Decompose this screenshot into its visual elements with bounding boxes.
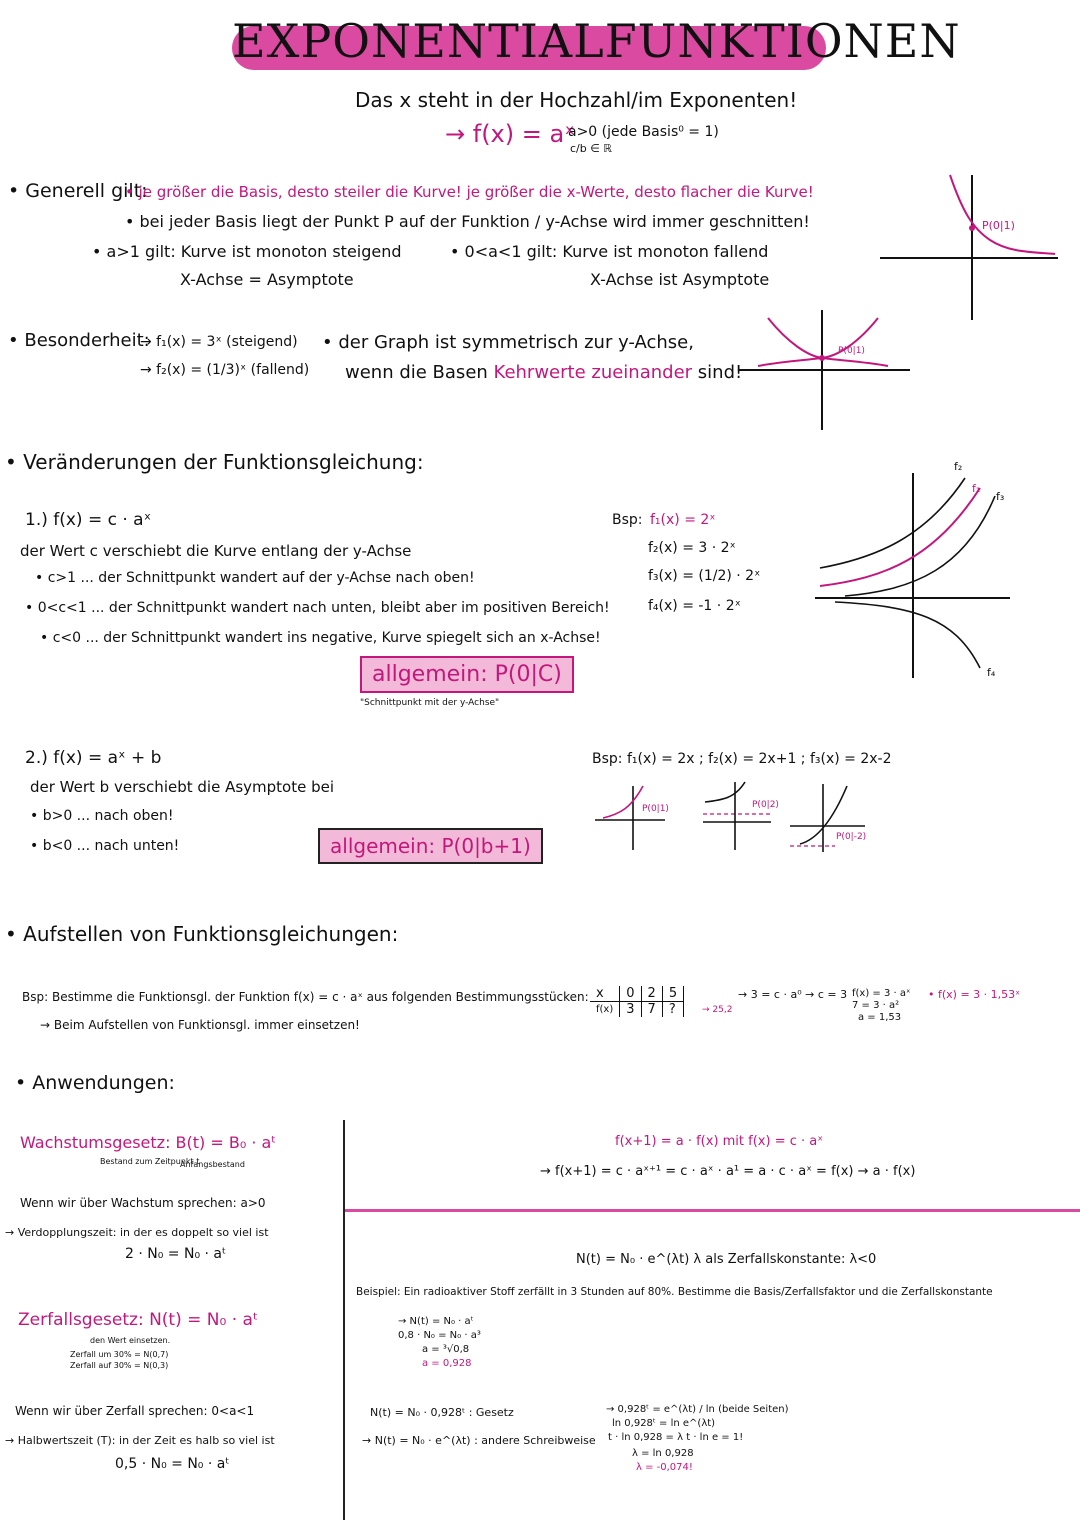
- table-cell: f(x): [590, 1002, 620, 1018]
- zerfall-sub-2: Zerfall um 30% = N(0,7): [70, 1350, 169, 1359]
- one-bsp-1: f₁(x) = 2ˣ: [650, 512, 716, 528]
- right-bottom-r1: → 0,928ᵗ = e^(λt) / ln (beide Seiten): [606, 1404, 789, 1415]
- intro-formula: → f(x) = aˣ: [445, 120, 575, 148]
- two-head: 2.) f(x) = aˣ + b: [25, 748, 162, 768]
- besonderheit-text-2: wenn die Basen Kehrwerte zueinander sind!: [345, 362, 743, 383]
- one-bsp-label: Bsp:: [612, 512, 643, 528]
- one-head: 1.) f(x) = c · aˣ: [25, 510, 152, 530]
- besonderheit-f2: → f₂(x) = (1/3)ˣ (fallend): [140, 362, 310, 378]
- table-row: [590, 1002, 684, 1018]
- two-general-box: allgemein: P(0|b+1): [318, 828, 543, 864]
- one-bullet-2: • 0<c<1 ... der Schnittpunkt wandert nach unten, bleibt aber im positiven Bereich!: [25, 600, 610, 616]
- generell-point-4: • 0<a<1 gilt: Kurve ist monoton fallend: [450, 242, 769, 261]
- one-graph-label-f1: f₁: [972, 482, 981, 495]
- aufstellen-calc-3: 7 = 3 · a²: [852, 1000, 900, 1011]
- zerfall-head: Zerfallsgesetz: N(t) = N₀ · aᵗ: [18, 1310, 258, 1330]
- wachstum-line-1: Wenn wir über Wachstum sprechen: a>0: [20, 1196, 266, 1210]
- table-cell: x: [590, 986, 620, 1002]
- right-bottom-calc-2: 0,8 · N₀ = N₀ · a³: [398, 1330, 481, 1341]
- anwendungen-label: • Anwendungen:: [15, 1072, 175, 1094]
- generell-point-2: • bei jeder Basis liegt der Punkt P auf der Funktion / y-Achse wird immer geschnitten!: [125, 212, 810, 231]
- aufstellen-table: [590, 986, 684, 1017]
- one-bsp-3: f₃(x) = (1/2) · 2ˣ: [648, 568, 761, 584]
- wachstum-line-2: → Verdopplungszeit: in der es doppelt so viel ist: [5, 1226, 269, 1239]
- generell-point-4b: X-Achse ist Asymptote: [590, 270, 770, 289]
- aufstellen-calc-4: a = 1,53: [858, 1012, 902, 1023]
- two-graph-label-3: P(0|-2): [836, 832, 867, 842]
- zerfall-sub-3: Zerfall auf 30% = N(0,3): [70, 1361, 169, 1370]
- two-graph-label-1: P(0|1): [642, 804, 669, 814]
- aufstellen-result: • f(x) = 3 · 1,53ˣ: [928, 988, 1021, 1001]
- right-bottom-r4: λ = ln 0,928: [632, 1448, 694, 1459]
- one-bsp-4: f₄(x) = -1 · 2ˣ: [648, 598, 741, 614]
- zerfall-line-1: Wenn wir über Zerfall sprechen: 0<a<1: [15, 1404, 255, 1418]
- one-bullet-3: • c<0 ... der Schnittpunkt wandert ins negative, Kurve spiegelt sich an x-Achse!: [40, 630, 601, 646]
- right-bottom-gesetz: N(t) = N₀ · 0,928ᵗ : Gesetz: [370, 1406, 514, 1419]
- table-cell: 3: [620, 1002, 641, 1018]
- besonderheit-text-1: • der Graph ist symmetrisch zur y-Achse,: [322, 332, 694, 353]
- aufstellen-table-note: → 25,2: [702, 1005, 733, 1015]
- zerfall-eq: 0,5 · N₀ = N₀ · aᵗ: [115, 1456, 230, 1472]
- aufstellen-note: → Beim Aufstellen von Funktionsgl. immer einsetzen!: [40, 1018, 360, 1032]
- besonderheit-graph: [738, 308, 913, 433]
- divider-vertical: [343, 1120, 345, 1520]
- table-cell: 7: [641, 1002, 662, 1018]
- one-graph-label-f2: f₂: [954, 460, 963, 473]
- generell-label: • Generell gilt:: [8, 180, 148, 202]
- two-bullet-1: • b>0 ... nach oben!: [30, 808, 174, 824]
- generell-graph: [880, 170, 1060, 325]
- one-line: der Wert c verschiebt die Kurve entlang der y-Achse: [20, 542, 412, 560]
- generell-point-3: • a>1 gilt: Kurve ist monoton steigend: [92, 242, 402, 261]
- table-cell: 2: [641, 986, 662, 1002]
- intro-line: Das x steht in der Hochzahl/im Exponenten!: [355, 88, 798, 112]
- two-line: der Wert b verschiebt die Asymptote bei: [30, 778, 335, 796]
- aufstellen-calc-1: → 3 = c · a⁰ → c = 3: [738, 988, 848, 1001]
- intro-condition: a>0 (jede Basis⁰ = 1): [568, 124, 719, 140]
- aufstellen-label: • Aufstellen von Funktionsgleichungen:: [5, 922, 399, 946]
- one-graph-label-f3: f₃: [996, 490, 1005, 503]
- two-graph-label-2: P(0|2): [752, 800, 779, 810]
- one-general-box: allgemein: P(0|C): [360, 656, 574, 693]
- right-bottom-bsp: Beispiel: Ein radioaktiver Stoff zerfällt in 3 Stunden auf 80%. Bestimme die Basis/Zerfallsfaktor und die Zerfallskonstante: [356, 1286, 993, 1298]
- divider-horizontal: [345, 1209, 1080, 1212]
- right-top-line-2: → f(x+1) = c · aˣ⁺¹ = c · aˣ · a¹ = a · c · aˣ = f(x) → a · f(x): [540, 1164, 916, 1179]
- table-row: [590, 986, 684, 1002]
- wachstum-eq: 2 · N₀ = N₀ · aᵗ: [125, 1246, 227, 1262]
- right-bottom-r5: λ = -0,074!: [636, 1462, 693, 1473]
- two-graphs: [595, 778, 875, 853]
- one-general-note: "Schnittpunkt mit der y-Achse": [360, 698, 500, 708]
- right-bottom-calc-1: → N(t) = N₀ · aᵗ: [398, 1316, 474, 1327]
- one-graph: [815, 468, 1015, 683]
- generell-point-1: • je größer die Basis, desto steiler die Kurve! je größer die x-Werte, desto flacher die Kurve!: [125, 183, 814, 201]
- wachstum-head: Wachstumsgesetz: B(t) = B₀ · aᵗ: [20, 1133, 277, 1152]
- veraenderungen-label: • Veränderungen der Funktionsgleichung:: [5, 450, 424, 474]
- right-bottom-r3: t · ln 0,928 = λ t · ln e = 1!: [608, 1432, 744, 1443]
- right-bottom-calc-3: a = ³√0,8: [422, 1344, 470, 1355]
- generell-graph-label: P(0|1): [982, 219, 1015, 232]
- besonderheit-f1: → f₁(x) = 3ˣ (steigend): [140, 334, 298, 350]
- one-graph-label-f4: f₄: [987, 666, 996, 679]
- right-bottom-eq: N(t) = N₀ · e^(λt) λ als Zerfallskonstante: λ<0: [576, 1252, 877, 1267]
- right-bottom-calc-4: a = 0,928: [422, 1358, 472, 1369]
- right-top-line-1: f(x+1) = a · f(x) mit f(x) = c · aˣ: [615, 1134, 823, 1149]
- wachstum-sub-2: Anfangsbestand: [180, 1160, 245, 1169]
- wachstum-sub-1: Bestand zum Zeitpunkt t: [100, 1157, 200, 1166]
- zerfall-line-2: → Halbwertszeit (T): in der Zeit es halb so viel ist: [5, 1434, 275, 1447]
- one-bsp-2: f₂(x) = 3 · 2ˣ: [648, 540, 736, 556]
- two-bullet-2: • b<0 ... nach unten!: [30, 838, 180, 854]
- intro-condition-sub: c/b ∈ ℝ: [570, 142, 613, 155]
- two-bsp: Bsp: f₁(x) = 2x ; f₂(x) = 2x+1 ; f₃(x) = 2x-2: [592, 751, 892, 767]
- zerfall-sub-1: den Wert einsetzen.: [90, 1336, 171, 1345]
- table-cell: 0: [620, 986, 641, 1002]
- besonderheit-label: • Besonderheit:: [8, 330, 150, 351]
- table-cell: ?: [662, 1002, 683, 1018]
- right-bottom-r2: ln 0,928ᵗ = ln e^(λt): [612, 1418, 716, 1429]
- aufstellen-calc-2: f(x) = 3 · aˣ: [852, 988, 911, 999]
- aufstellen-bsp: Bsp: Bestimme die Funktionsgl. der Funktion f(x) = c · aˣ aus folgenden Bestimmungsstücken:: [22, 990, 589, 1004]
- generell-point-3b: X-Achse = Asymptote: [180, 270, 354, 289]
- besonderheit-graph-label: P(0|1): [838, 346, 865, 356]
- one-bullet-1: • c>1 ... der Schnittpunkt wandert auf der y-Achse nach oben!: [35, 570, 475, 586]
- table-cell: 5: [662, 986, 683, 1002]
- page-title: EXPONENTIALFUNKTIONEN: [232, 14, 961, 68]
- right-bottom-alt: → N(t) = N₀ · e^(λt) : andere Schreibweise: [362, 1434, 596, 1447]
